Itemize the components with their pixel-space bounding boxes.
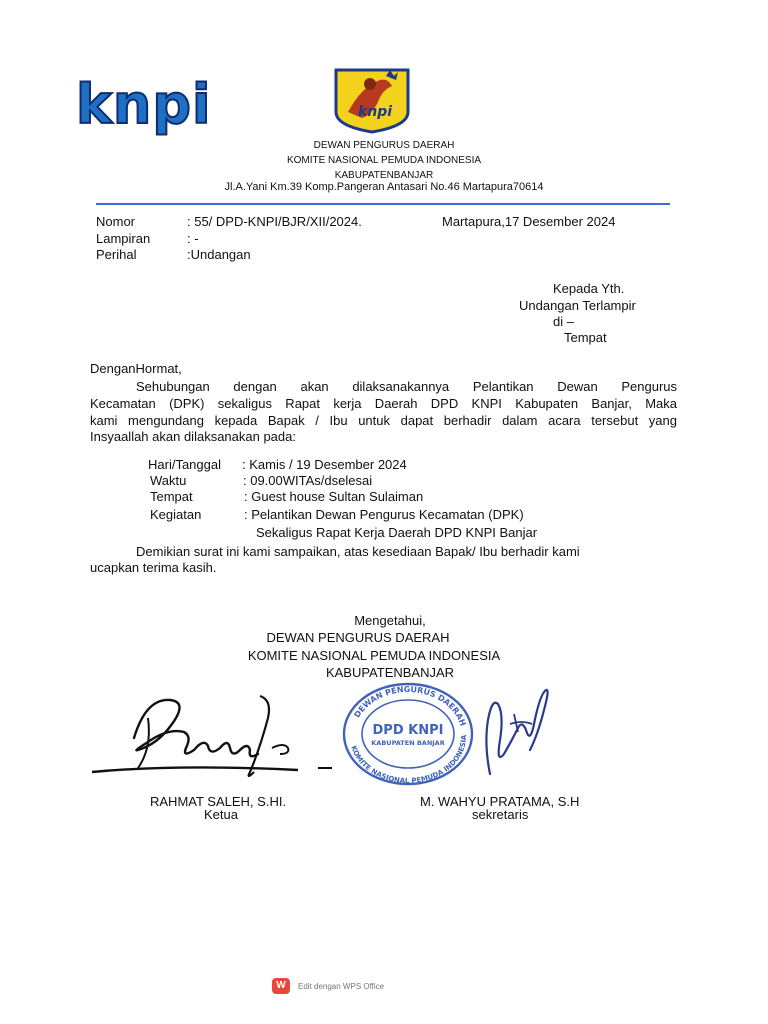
stamp-center-line-1: DPD KNPI <box>372 723 444 738</box>
greeting: DenganHormat, <box>90 361 182 376</box>
lampiran-label: Lampiran <box>96 231 151 246</box>
stamp-ring-bottom: KOMITE NASIONAL PEMUDA INDONESIA <box>349 734 469 786</box>
waktu-label: Waktu <box>150 473 187 488</box>
para1-line-3: kami mengundang kepada Bapak / Ibu untuk dapat berhadir dalam acara tersebut yang <box>90 413 677 428</box>
closing-line-2: ucapkan terima kasih. <box>90 560 217 575</box>
recipient-line-1: Kepada Yth. <box>553 281 625 296</box>
official-stamp <box>340 681 476 787</box>
stamp-ring-top: DEWAN PENGURUS DAERAH <box>352 684 468 728</box>
stamp-center-line-2: KABUPATEN BANJAR <box>371 739 445 747</box>
knpi-emblem-icon <box>332 68 412 134</box>
sekretaris-signature <box>474 684 560 784</box>
hari-value: : Kamis / 19 Desember 2024 <box>242 457 407 472</box>
org-line-3: KABUPATENBANJAR <box>334 170 434 181</box>
org-line-2: KOMITE NASIONAL PEMUDA INDONESIA <box>286 155 482 166</box>
knpi-logo: knpi <box>76 73 212 136</box>
nomor-label: Nomor <box>96 214 136 229</box>
wps-office-icon[interactable]: W <box>272 978 290 994</box>
org-address: Jl.A.Yani Km.39 Komp.Pangeran Antasari No.46 Martapura70614 <box>224 181 544 193</box>
signoff-line-4: KABUPATENBANJAR <box>325 665 455 680</box>
ketua-title: Ketua <box>204 807 238 822</box>
perihal-label: Perihal <box>96 247 137 262</box>
signoff-line-2: DEWAN PENGURUS DAERAH <box>266 630 450 645</box>
sekretaris-title: sekretaris <box>472 807 529 822</box>
para1-line-2: Kecamatan (DPK) sekaligus Rapat kerja Daerah DPD KNPI Kabupaten Banjar, Maka <box>90 396 677 411</box>
kegiatan-value: : Pelantikan Dewan Pengurus Kecamatan (DPK) <box>244 507 524 522</box>
hari-label: Hari/Tanggal <box>148 457 221 472</box>
waktu-value: : 09.00WITAs/dselesai <box>243 473 373 488</box>
signoff-line-3: KOMITE NASIONAL PEMUDA INDONESIA <box>247 648 501 663</box>
perihal-value: :Undangan <box>187 247 251 262</box>
recipient-line-2: Undangan Terlampir <box>519 298 636 313</box>
tempat-label: Tempat <box>150 489 193 504</box>
para1-line-4: Insyaallah akan dilaksanakan pada: <box>90 429 296 444</box>
kegiatan-value-2: Sekaligus Rapat Kerja Daerah DPD KNPI Banjar <box>256 525 538 540</box>
closing-line-1: Demikian surat ini kami sampaikan, atas kesediaan Bapak/ Ibu berhadir kami <box>136 544 580 559</box>
ketua-name: RAHMAT SALEH, S.HI. <box>150 794 287 809</box>
nomor-value: : 55/ DPD-KNPI/BJR/XII/2024. <box>187 214 362 229</box>
ketua-signature <box>88 688 318 788</box>
recipient-line-3: di – <box>553 314 574 329</box>
sekretaris-name: M. WAHYU PRATAMA, S.H <box>420 794 580 809</box>
wps-edit-link[interactable]: Edit dengan WPS Office <box>298 982 385 991</box>
org-line-1: DEWAN PENGURUS DAERAH <box>313 140 455 151</box>
kegiatan-label: Kegiatan <box>150 507 202 522</box>
signoff-line-1: Mengetahui, <box>354 613 426 628</box>
lampiran-value: : - <box>187 231 199 246</box>
emblem-text: knpi <box>358 104 393 120</box>
header-rule <box>96 203 670 205</box>
separator-dash <box>316 764 336 772</box>
para1-line-1: Sehubungan dengan akan dilaksanakannya Pelantikan Dewan Pengurus <box>136 379 677 394</box>
recipient-line-4: Tempat <box>564 330 607 345</box>
tempat-value: : Guest house Sultan Sulaiman <box>244 489 424 504</box>
place-date: Martapura,17 Desember 2024 <box>442 214 616 229</box>
